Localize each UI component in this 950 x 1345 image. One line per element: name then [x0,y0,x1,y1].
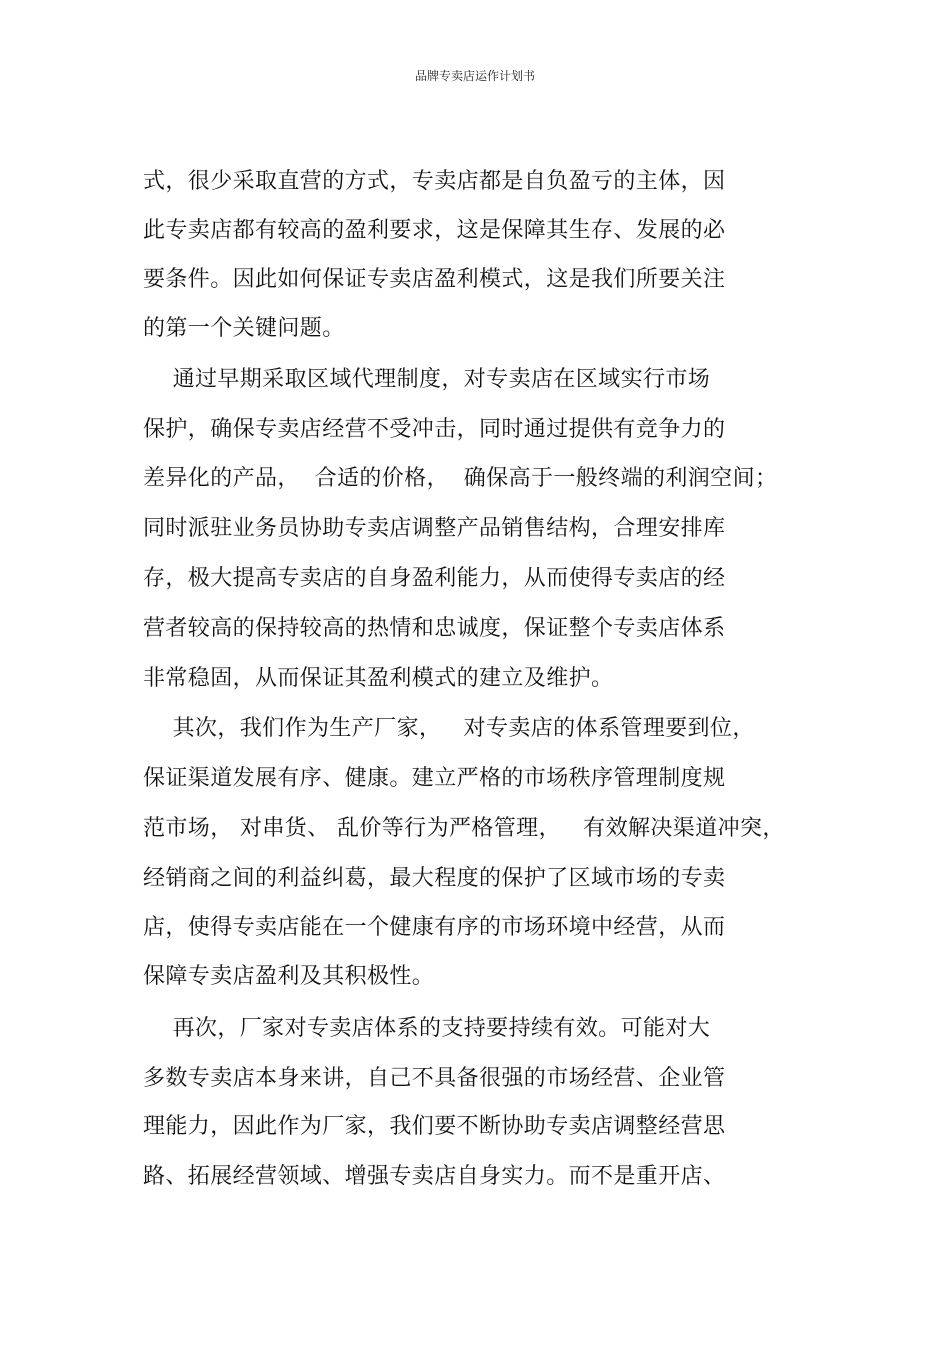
text-line: 的第一个关键问题。 [143,316,345,341]
text-line: 存，极大提高专卖店的自身盈利能力，从而使得专卖店的经 [143,566,726,591]
text-line: 多数专卖店本身来讲，自己不具备很强的市场经营、企业管 [143,1066,726,1091]
paragraph-first-line: 其次，我们作为生产厂家， 对专卖店的体系管理要到位， [143,716,755,741]
text-line: 范市场， 对串货、 乱价等行为严格管理， 有效解决渠道冲突， [143,816,785,841]
text-line: 保护，确保专卖店经营不受冲击，同时通过提供有竞争力的 [143,417,726,442]
text-line: 营者较高的保持较高的热情和忠诚度，保证整个专卖店体系 [143,616,726,641]
text-line: 非常稳固，从而保证其盈利模式的建立及维护。 [143,666,614,691]
text-line: 要条件。因此如何保证专卖店盈利模式，这是我们所要关注 [143,267,726,292]
text-line: 同时派驻业务员协助专卖店调整产品销售结构，合理安排库 [143,516,726,541]
text-line: 此专卖店都有较高的盈利要求，这是保障其生存、发展的必 [143,218,726,243]
paragraph-first-line: 通过早期采取区域代理制度，对专卖店在区域实行市场 [143,367,711,392]
text-line: 保证渠道发展有序、健康。建立严格的市场秩序管理制度规 [143,766,726,791]
text-line: 式，很少采取直营的方式，专卖店都是自负盈亏的主体，因 [143,169,726,194]
paragraph-first-line: 再次，厂家对专卖店体系的支持要持续有效。可能对大 [143,1016,711,1041]
page-header: 品牌专卖店运作计划书 [414,69,535,83]
text-line: 理能力，因此作为厂家，我们要不断协助专卖店调整经营思 [143,1114,726,1139]
text-line: 路、拓展经营领域、增强专卖店自身实力。而不是重开店、 [143,1164,726,1189]
text-line: 保障专卖店盈利及其积极性。 [143,964,435,989]
text-line: 店，使得专卖店能在一个健康有序的市场环境中经营，从而 [143,915,726,940]
text-line: 差异化的产品， 合适的价格， 确保高于一般终端的利润空间； [143,466,778,491]
text-line: 经销商之间的利益纠葛，最大程度的保护了区域市场的专卖 [143,866,726,891]
